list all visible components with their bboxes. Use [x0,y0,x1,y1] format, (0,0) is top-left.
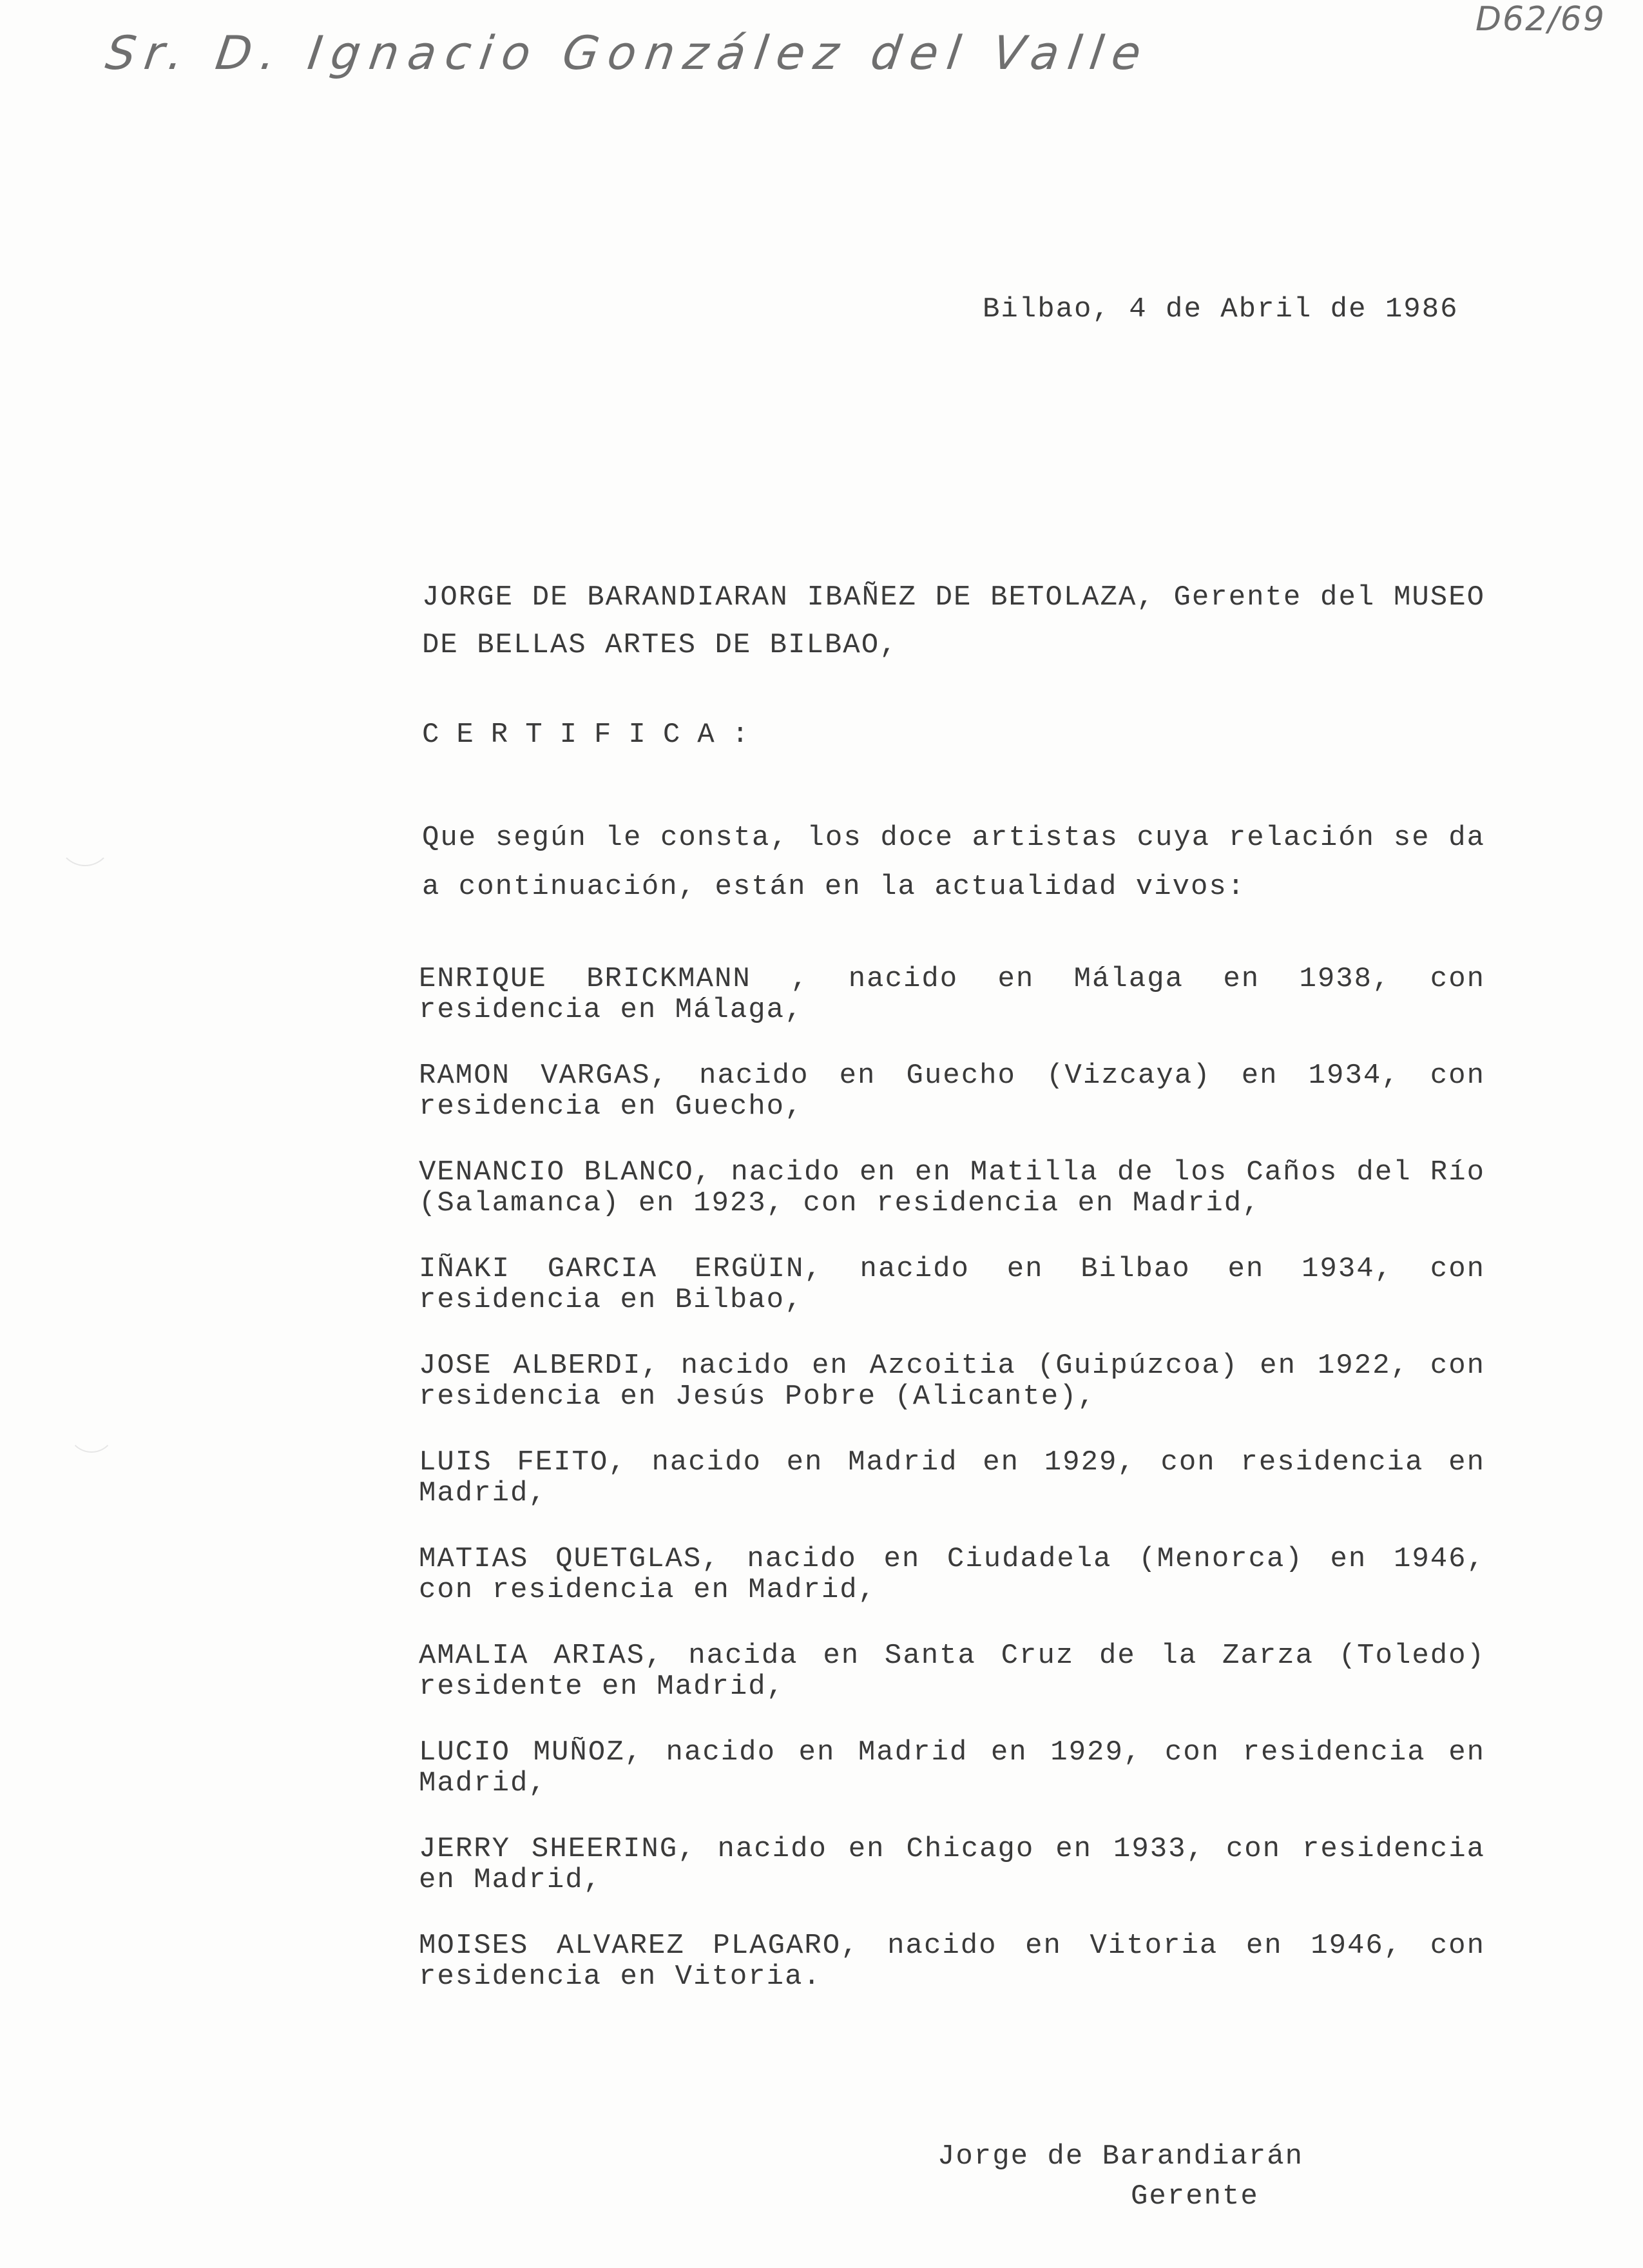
intro-paragraph: JORGE DE BARANDIARAN IBAÑEZ DE BETOLAZA, Gerente del MUSEO DE BELLAS ARTES DE BILBAO, [422,581,1485,661]
artist-entry-alvarez-plagaro: MOISES ALVAREZ PLAGARO, nacido en Vitoria en 1946, con residencia en Vitoria. [419,1930,1485,1993]
artist-entry-quetglas: MATIAS QUETGLAS, nacido en Ciudadela (Menorca) en 1946, con residencia en Madrid, [419,1544,1485,1606]
date-line: Bilbao, 4 de Abril de 1986 [983,293,1459,325]
certifica-heading: CERTIFICA: [422,719,767,751]
signature-role: Gerente [1131,2180,1259,2213]
artist-entry-alberdi: JOSE ALBERDI, nacido en Azcoitia (Guipúzcoa) en 1922, con residencia en Jesús Pobre (Alicante), [419,1350,1485,1413]
signature-block [937,2137,1303,2216]
handwritten-reference: D62/69 [1475,0,1606,39]
artist-entry-arias: AMALIA ARIAS, nacida en Santa Cruz de la Zarza (Toledo) residente en Madrid, [419,1640,1485,1703]
artist-entry-blanco: VENANCIO BLANCO, nacido en en Matilla de los Caños del Río (Salamanca) en 1923, con residencia en Madrid, [419,1157,1485,1219]
artist-entry-vargas: RAMON VARGAS, nacido en Guecho (Vizcaya) en 1934, con residencia en Guecho, [419,1060,1485,1123]
punch-mark [68,1405,115,1453]
artist-entry-brickmann: ENRIQUE BRICKMANN , nacido en Málaga en 1938, con residencia en Málaga, [419,964,1485,1026]
artist-entry-garcia-erguin: IÑAKI GARCIA ERGÜIN, nacido en Bilbao en 1934, con residencia en Bilbao, [419,1254,1485,1316]
statement-paragraph: Que según le consta, los doce artistas cuya relación se da a continuación, están en la actualidad vivos: [422,822,1485,903]
signature-name: Jorge de Barandiarán [937,2140,1304,2173]
punch-mark [58,812,112,866]
artist-entry-munoz: LUCIO MUÑOZ, nacido en Madrid en 1929, con residencia en Madrid, [419,1737,1485,1799]
artist-entry-feito: LUIS FEITO, nacido en Madrid en 1929, con residencia en Madrid, [419,1447,1485,1509]
handwritten-addressee: Sr. D. Ignacio González del Valle [102,26,1154,80]
artist-entry-sheering: JERRY SHEERING, nacido en Chicago en 1933, con residencia en Madrid, [419,1834,1485,1896]
artist-list [419,964,1485,2027]
